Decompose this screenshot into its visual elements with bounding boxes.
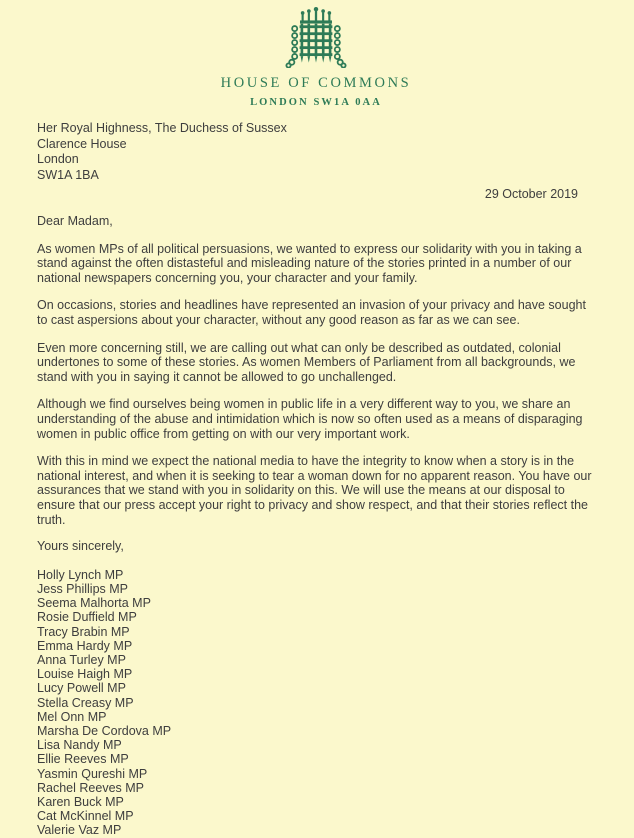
signatory-name: Emma Hardy MP [37,638,133,653]
letter-paragraph: Even more concerning still, we are calling out what can only be described as outdated, colonial undertones to some of these stories. As women Members of Parliament from all backgrounds, we stand with you in saying it cannot be allowed to go unchallenged. [37,340,576,384]
signatory-name: Karen Buck MP [37,794,124,809]
signatory-name: Jess Phillips MP [37,581,128,596]
signatories-list [37,568,595,838]
signatory-name: Anna Turley MP [37,652,126,667]
letter-paragraph: As women MPs of all political persuasions, we wanted to express our solidarity with you in taking a stand against the often distasteful and misleading nature of the stories printed in a number of our national newspapers concerning you, your character and your family. [37,241,582,285]
recipient-address-block [37,121,595,183]
signatory-name: Seema Malhorta MP [37,596,151,611]
signatory-name: Ellie Reeves MP [37,752,129,767]
signatory-name: Marsha De Cordova MP [37,723,172,738]
signatory-name: Lisa Nandy MP [37,738,122,753]
portcullis-crest-icon [275,4,357,68]
recipient-address-line: Clarence House [37,136,127,151]
recipient-address-line: Her Royal Highness, The Duchess of Sussex [37,121,287,135]
letterhead-address: LONDON SW1A 0AA [250,97,382,108]
letterhead [37,4,595,108]
letter-date: 29 October 2019 [484,187,578,201]
signatory-name: Holly Lynch MP [37,567,124,582]
signatory-name: Cat McKinnel MP [37,809,134,824]
letter-paragraph: With this in mind we expect the national media to have the integrity to know when a story is in the national interest, and when it is seeking to tear a woman down for no apparent reason. You have our assurances that we stand with you in solidarity on this. We will use the means at our disposal to ensure that our press accept your right to privacy and show respect, and that their stories reflect the truth. [37,454,592,527]
signatory-name: Lucy Powell MP [37,681,126,696]
signatory-name: Valerie Vaz MP [37,823,122,838]
signatory-name: Tracy Brabin MP [37,624,130,639]
signatory-name: Rosie Duffield MP [37,610,137,625]
closing: Yours sincerely, [37,539,124,554]
recipient-address-line: SW1A 1BA [37,167,99,182]
signatory-name: Yasmin Qureshi MP [37,766,148,781]
signatory-name: Stella Creasy MP [37,695,134,710]
signatory-name: Louise Haigh MP [37,667,133,682]
signatory-name: Rachel Reeves MP [37,780,144,795]
recipient-address-line: London [37,152,79,166]
letter-body [37,242,595,528]
letter-paragraph: Although we find ourselves being women in public life in a very different way to you, we share an understanding of the abuse and intimidation which is now so often used as a means of disparaging women in public office from getting on with our very important work. [37,397,583,441]
letter-paragraph: On occasions, stories and headlines have represented an invasion of your privacy and have sought to cast aspersions about your character, without any good reason as far as we can see. [37,298,586,327]
signatory-name: Mel Onn MP [37,709,107,724]
salutation: Dear Madam, [37,214,113,228]
letterhead-title: HOUSE OF COMMONS [220,75,412,91]
